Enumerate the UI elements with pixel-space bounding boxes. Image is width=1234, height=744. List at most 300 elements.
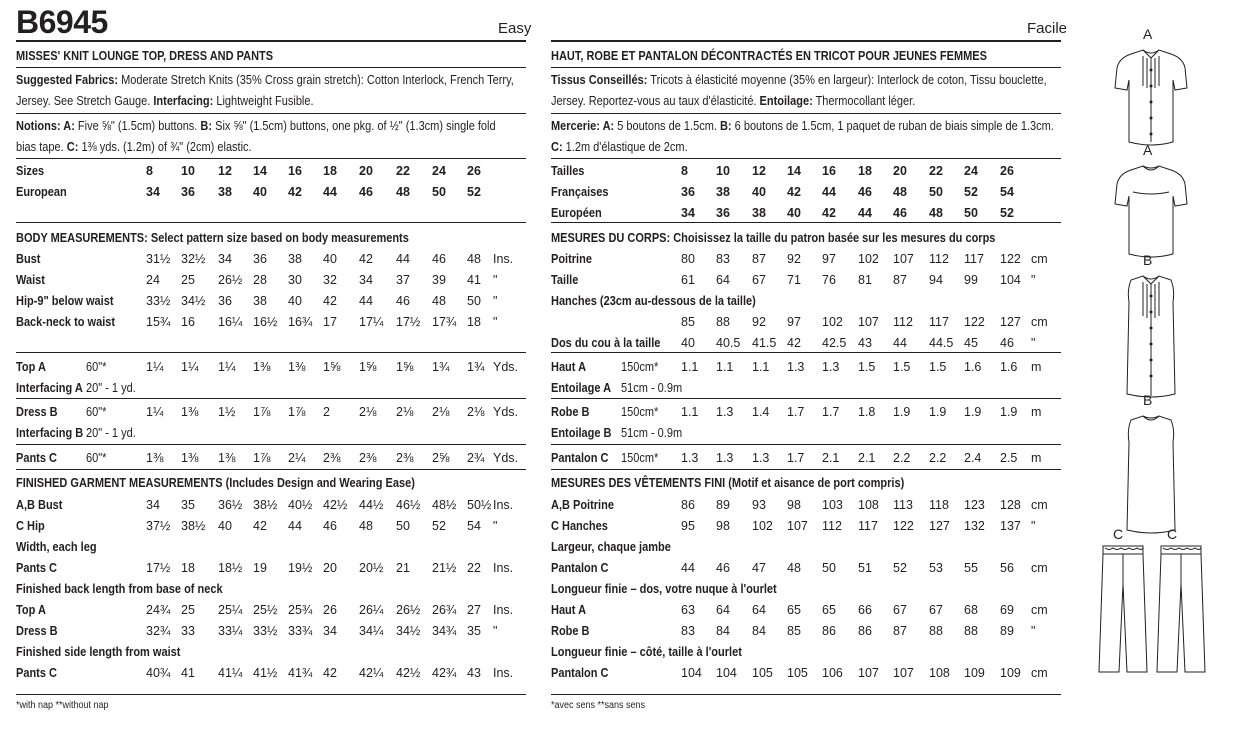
pants-c-front-illustration (1095, 544, 1151, 676)
size-value: 48 (929, 206, 943, 220)
size-value: 32½ (181, 252, 206, 266)
size-value: 43 (858, 336, 872, 350)
size-value: 10 (181, 164, 195, 178)
size-value: 1⅞ (253, 405, 271, 419)
row-label: Tailles (551, 164, 585, 178)
dress-b-back-illustration (1119, 412, 1183, 536)
size-value: 117 (964, 252, 984, 266)
size-value: 1¾ (467, 360, 485, 374)
size-value: 123 (964, 498, 985, 512)
size-value: 34 (218, 252, 232, 266)
row-label: Pantalon C (551, 451, 609, 465)
size-value: 63 (681, 603, 695, 617)
size-value: 48½ (432, 498, 457, 512)
unit-label: " (493, 294, 498, 308)
size-value: 109 (964, 666, 985, 680)
finished-measurements-heading: MESURES DES VÊTEMENTS FINI (Motif et aisance de port compris) (551, 476, 905, 490)
size-value: 67 (929, 603, 943, 617)
size-value: 41¼ (218, 666, 243, 680)
size-value: 40 (787, 206, 801, 220)
size-value: 127 (1000, 315, 1021, 329)
row-label: Haut A (551, 603, 587, 617)
size-value: 80 (681, 252, 695, 266)
size-value: 87 (752, 252, 766, 266)
size-value: 33 (181, 624, 195, 638)
size-value: 50 (822, 561, 836, 575)
size-value: 40½ (288, 498, 313, 512)
size-value: 108 (858, 498, 879, 512)
dress-b-front-illustration (1119, 272, 1183, 400)
size-value: 122 (964, 315, 985, 329)
size-value: 30 (288, 273, 302, 287)
size-value: 22 (929, 164, 943, 178)
row-label: European (16, 185, 67, 199)
size-value: 107 (787, 519, 808, 533)
size-value: 50 (964, 206, 978, 220)
size-value: 17½ (396, 315, 421, 329)
size-value: 33½ (146, 294, 171, 308)
size-value: 55 (964, 561, 978, 575)
size-value: 1¼ (181, 360, 199, 374)
size-value: 67 (752, 273, 766, 287)
size-value: 37 (396, 273, 410, 287)
size-value: 42 (323, 294, 337, 308)
size-value: 40 (218, 519, 232, 533)
size-value: 44 (396, 252, 410, 266)
unit-label: m (1031, 451, 1042, 465)
size-value: 112 (929, 252, 949, 266)
footnote: *with nap **without nap (16, 700, 109, 711)
size-value: 44½ (359, 498, 384, 512)
fabrics-line-2: Jersey. Reportez-vous au taux d'élasticité. Entoilage: Thermocollant léger. (551, 94, 916, 108)
size-value: 1.9 (964, 405, 982, 419)
size-value: 16½ (253, 315, 278, 329)
size-value: 20 (359, 164, 373, 178)
size-value: 108 (929, 666, 950, 680)
size-value: 1⅜ (253, 360, 271, 374)
size-value: 26 (467, 164, 481, 178)
row-label: Européen (551, 206, 602, 220)
size-value: 22 (396, 164, 410, 178)
size-value: 1.1 (716, 360, 734, 374)
size-value: 102 (858, 252, 879, 266)
size-value: 65 (822, 603, 836, 617)
size-value: 26 (1000, 164, 1014, 178)
size-value: 1.5 (929, 360, 947, 374)
row-label: C Hanches (551, 519, 608, 533)
unit-label: " (1031, 519, 1036, 533)
size-value: 46 (359, 185, 373, 199)
size-value: 102 (822, 315, 843, 329)
size-value: 2.2 (929, 451, 947, 465)
unit-label: " (1031, 273, 1036, 287)
size-value: 18 (858, 164, 872, 178)
size-value: 44 (893, 336, 907, 350)
fabric-width: 150cm* (621, 405, 659, 419)
row-label: Françaises (551, 185, 609, 199)
size-value: 81 (858, 273, 872, 287)
unit-label: cm (1031, 315, 1048, 329)
size-value: 1.4 (752, 405, 770, 419)
view-letter: B (1143, 252, 1153, 268)
size-value: 1.6 (1000, 360, 1018, 374)
size-value: 52 (432, 519, 446, 533)
size-value: 24 (964, 164, 978, 178)
view-letter: A (1143, 142, 1153, 158)
size-value: 88 (929, 624, 943, 638)
size-value: 41.5 (752, 336, 777, 350)
size-value: 1¼ (218, 360, 236, 374)
size-value: 1⅝ (323, 360, 341, 374)
size-value: 42½ (323, 498, 348, 512)
top-a-front-illustration (1113, 46, 1189, 150)
row-label: A,B Poitrine (551, 498, 614, 512)
size-value: 28 (253, 273, 267, 287)
unit-label: cm (1031, 561, 1048, 575)
size-value: 35 (181, 498, 195, 512)
view-letter: C (1167, 526, 1178, 542)
size-value: 2⅜ (359, 451, 377, 465)
unit-label: Ins. (493, 252, 514, 266)
unit-label: cm (1031, 498, 1048, 512)
panel-title: MISSES' KNIT LOUNGE TOP, DRESS AND PANTS (16, 49, 274, 63)
size-value: 21 (396, 561, 410, 575)
size-value: 1⅜ (218, 451, 236, 465)
size-value: 46 (1000, 336, 1014, 350)
size-value: 1⅝ (359, 360, 377, 374)
size-value: 42.5 (822, 336, 847, 350)
size-value: 47 (752, 561, 766, 575)
pants-c-back-illustration (1153, 544, 1209, 676)
unit-label: " (493, 315, 498, 329)
unit-label: Yds. (493, 451, 519, 465)
row-label: Finished back length from base of neck (16, 582, 223, 596)
size-value: 56 (1000, 561, 1014, 575)
row-label: Interfacing A (16, 381, 83, 395)
size-value: 44 (681, 561, 695, 575)
size-value: 25¾ (288, 603, 313, 617)
size-value: 38½ (253, 498, 278, 512)
fabric-width: 60"* (86, 405, 107, 419)
size-value: 2.1 (822, 451, 840, 465)
row-label: Entoilage A (551, 381, 612, 395)
size-value: 34¾ (432, 624, 457, 638)
size-value: 52 (964, 185, 978, 199)
size-value: 92 (752, 315, 766, 329)
size-value: 1⅝ (396, 360, 414, 374)
size-value: 34¼ (359, 624, 384, 638)
size-value: 33¼ (218, 624, 243, 638)
size-value: 44 (323, 185, 337, 199)
size-value: 1.9 (1000, 405, 1018, 419)
size-value: 38 (253, 294, 267, 308)
size-value: 1⅜ (181, 451, 199, 465)
unit-label: " (493, 519, 498, 533)
size-value: 46 (396, 294, 410, 308)
size-value: 32¾ (146, 624, 171, 638)
size-value: 40.5 (716, 336, 741, 350)
fabric-width: 51cm - 0.9m (621, 426, 683, 440)
size-value: 41½ (253, 666, 278, 680)
size-value: 20½ (359, 561, 384, 575)
size-value: 54 (1000, 185, 1014, 199)
row-label: Entoilage B (551, 426, 612, 440)
size-value: 50 (929, 185, 943, 199)
size-value: 26½ (396, 603, 421, 617)
size-value: 42 (822, 206, 836, 220)
size-value: 16 (288, 164, 302, 178)
size-value: 2⅛ (432, 405, 450, 419)
size-value: 46 (323, 519, 337, 533)
size-value: 18 (181, 561, 195, 575)
size-value: 1⅞ (288, 405, 306, 419)
size-value: 26½ (218, 273, 243, 287)
row-label: Bust (16, 252, 41, 266)
size-value: 1.6 (964, 360, 982, 374)
size-value: 83 (681, 624, 695, 638)
size-value: 36 (218, 294, 232, 308)
size-value: 26 (323, 603, 337, 617)
size-value: 113 (893, 498, 913, 512)
size-value: 64 (716, 273, 730, 287)
size-value: 2 (323, 405, 330, 419)
size-value: 25½ (253, 603, 278, 617)
size-value: 137 (1000, 519, 1021, 533)
row-label: Pants C (16, 561, 57, 575)
size-value: 69 (1000, 603, 1014, 617)
size-value: 48 (359, 519, 373, 533)
row-label: Largeur, chaque jambe (551, 540, 671, 554)
size-value: 1.3 (716, 451, 734, 465)
row-label: Pants C (16, 451, 57, 465)
size-value: 52 (1000, 206, 1014, 220)
view-letter: C (1113, 526, 1124, 542)
row-label: Width, each leg (16, 540, 97, 554)
size-value: 34½ (396, 624, 421, 638)
size-value: 1.7 (822, 405, 840, 419)
fabrics-line-1: Suggested Fabrics: Moderate Stretch Knits (35% Cross grain stretch): Cotton Interlock, French Terry, (16, 73, 514, 87)
size-value: 2¾ (467, 451, 485, 465)
row-label: Waist (16, 273, 45, 287)
size-value: 33½ (253, 624, 278, 638)
size-value: 122 (1000, 252, 1021, 266)
fabric-width: 60"* (86, 360, 107, 374)
pattern-number: B6945 (16, 4, 108, 40)
size-value: 112 (893, 315, 913, 329)
row-label: Robe B (551, 405, 590, 419)
size-value: 42 (359, 252, 373, 266)
size-value: 61 (681, 273, 695, 287)
unit-label: Yds. (493, 360, 519, 374)
top-a-back-illustration (1113, 162, 1189, 262)
size-value: 88 (964, 624, 978, 638)
size-value: 36 (253, 252, 267, 266)
size-value: 10 (716, 164, 730, 178)
size-value: 48 (893, 185, 907, 199)
size-value: 41 (181, 666, 195, 680)
size-value: 98 (716, 519, 730, 533)
size-value: 19 (253, 561, 267, 575)
size-value: 34 (681, 206, 695, 220)
size-value: 46 (716, 561, 730, 575)
size-value: 1.3 (681, 451, 699, 465)
size-value: 26¼ (359, 603, 384, 617)
size-value: 34 (359, 273, 373, 287)
fabric-width: 51cm - 0.9m (621, 381, 683, 395)
size-value: 48 (396, 185, 410, 199)
row-label: Hip-9" below waist (16, 294, 114, 308)
row-label: Pantalon C (551, 561, 609, 575)
size-value: 2.5 (1000, 451, 1018, 465)
size-value: 53 (929, 561, 943, 575)
row-label: C Hip (16, 519, 45, 533)
size-value: 50 (432, 185, 446, 199)
size-value: 1.3 (787, 360, 805, 374)
size-value: 38 (288, 252, 302, 266)
fabric-width: 60"* (86, 451, 107, 465)
size-value: 52 (893, 561, 907, 575)
size-value: 48 (467, 252, 481, 266)
size-value: 42¼ (359, 666, 384, 680)
difficulty-level-fr: Facile (1027, 20, 1068, 37)
size-value: 38½ (181, 519, 206, 533)
size-value: 122 (893, 519, 914, 533)
size-value: 86 (822, 624, 836, 638)
size-value: 17¼ (359, 315, 384, 329)
size-value: 40 (681, 336, 695, 350)
row-label: Interfacing B (16, 426, 84, 440)
row-label: Longueur finie – dos, votre nuque à l'ourlet (551, 582, 777, 596)
size-value: 52 (467, 185, 481, 199)
size-value: 46 (893, 206, 907, 220)
size-value: 1.1 (681, 405, 699, 419)
size-value: 1½ (218, 405, 236, 419)
size-value: 43 (467, 666, 481, 680)
size-value: 1⅜ (288, 360, 306, 374)
size-value: 128 (1000, 498, 1021, 512)
size-value: 32 (323, 273, 337, 287)
size-value: 1.7 (787, 405, 805, 419)
size-value: 44 (288, 519, 302, 533)
size-value: 46½ (396, 498, 421, 512)
row-label: Pantalon C (551, 666, 609, 680)
row-label: Haut A (551, 360, 587, 374)
row-label: A,B Bust (16, 498, 63, 512)
row-label: Sizes (16, 164, 45, 178)
unit-label: " (1031, 336, 1036, 350)
size-value: 98 (787, 498, 801, 512)
size-value: 107 (858, 666, 879, 680)
size-value: 44 (359, 294, 373, 308)
size-value: 87 (893, 624, 907, 638)
size-value: 105 (752, 666, 773, 680)
size-value: 104 (1000, 273, 1021, 287)
row-label: Taille (551, 273, 579, 287)
row-label: Finished side length from waist (16, 645, 181, 659)
size-value: 18 (323, 164, 337, 178)
size-value: 14 (787, 164, 801, 178)
row-label: Hanches (23cm au-dessous de la taille) (551, 294, 756, 308)
size-value: 109 (1000, 666, 1021, 680)
size-value: 85 (681, 315, 695, 329)
size-value: 1¼ (146, 360, 164, 374)
size-value: 1¼ (146, 405, 164, 419)
size-value: 1.7 (787, 451, 805, 465)
size-value: 50 (467, 294, 481, 308)
size-value: 17 (323, 315, 337, 329)
row-label: Dos du cou à la taille (551, 336, 661, 350)
size-value: 2⅝ (432, 451, 450, 465)
size-value: 18 (467, 315, 481, 329)
size-value: 65 (787, 603, 801, 617)
size-value: 68 (964, 603, 978, 617)
row-label: Top A (16, 603, 46, 617)
size-value: 1.8 (858, 405, 876, 419)
size-value: 76 (822, 273, 836, 287)
size-value: 97 (822, 252, 836, 266)
unit-label: cm (1031, 603, 1048, 617)
notions-line-1: Notions: A: Five ⅝" (1.5cm) buttons. B: Six ⅝" (1.5cm) buttons, one pkg. of ½" (1.3cm) single fold (16, 119, 496, 133)
size-value: 34 (323, 624, 337, 638)
size-value: 40 (752, 185, 766, 199)
row-label: Robe B (551, 624, 590, 638)
size-value: 12 (752, 164, 766, 178)
size-value: 87 (893, 273, 907, 287)
size-value: 67 (893, 603, 907, 617)
size-value: 50½ (467, 498, 492, 512)
size-value: 41 (467, 273, 481, 287)
size-value: 42 (288, 185, 302, 199)
body-measurements-heading: MESURES DU CORPS: Choisissez la taille du patron basée sur les mesures du corps (551, 231, 996, 245)
size-value: 38 (752, 206, 766, 220)
size-value: 44 (822, 185, 836, 199)
size-value: 104 (716, 666, 737, 680)
size-value: 92 (787, 252, 801, 266)
size-value: 18½ (218, 561, 243, 575)
size-value: 107 (858, 315, 879, 329)
unit-label: " (1031, 624, 1036, 638)
size-value: 117 (929, 315, 949, 329)
size-value: 34½ (181, 294, 206, 308)
size-value: 19½ (288, 561, 313, 575)
size-value: 97 (787, 315, 801, 329)
unit-label: cm (1031, 666, 1048, 680)
size-value: 1.1 (681, 360, 699, 374)
size-value: 35 (467, 624, 481, 638)
size-value: 15¾ (146, 315, 171, 329)
size-value: 33¾ (288, 624, 313, 638)
notions-line-2: C: 1.2m d'élastique de 2cm. (551, 140, 688, 154)
size-value: 1.9 (929, 405, 947, 419)
size-value: 31½ (146, 252, 171, 266)
row-label: Top A (16, 360, 46, 374)
fabrics-line-1: Tissus Conseillés: Tricots à élasticité moyenne (35% en largeur): Interlock de coton, Tissu bouclette, (551, 73, 1047, 87)
fabric-width: 20" - 1 yd. (86, 426, 136, 440)
body-measurements-heading: BODY MEASUREMENTS: Select pattern size based on body measurements (16, 231, 409, 245)
size-value: 85 (787, 624, 801, 638)
row-label: Pants C (16, 666, 57, 680)
size-value: 1.5 (893, 360, 911, 374)
size-value: 25 (181, 273, 195, 287)
fabrics-line-2: Jersey. See Stretch Gauge. Interfacing: Lightweight Fusible. (16, 94, 314, 108)
size-value: 24 (432, 164, 446, 178)
size-value: 99 (964, 273, 978, 287)
size-value: 1⅜ (146, 451, 164, 465)
size-value: 42¾ (432, 666, 457, 680)
size-value: 1.3 (822, 360, 840, 374)
size-value: 95 (681, 519, 695, 533)
size-value: 42 (787, 336, 801, 350)
